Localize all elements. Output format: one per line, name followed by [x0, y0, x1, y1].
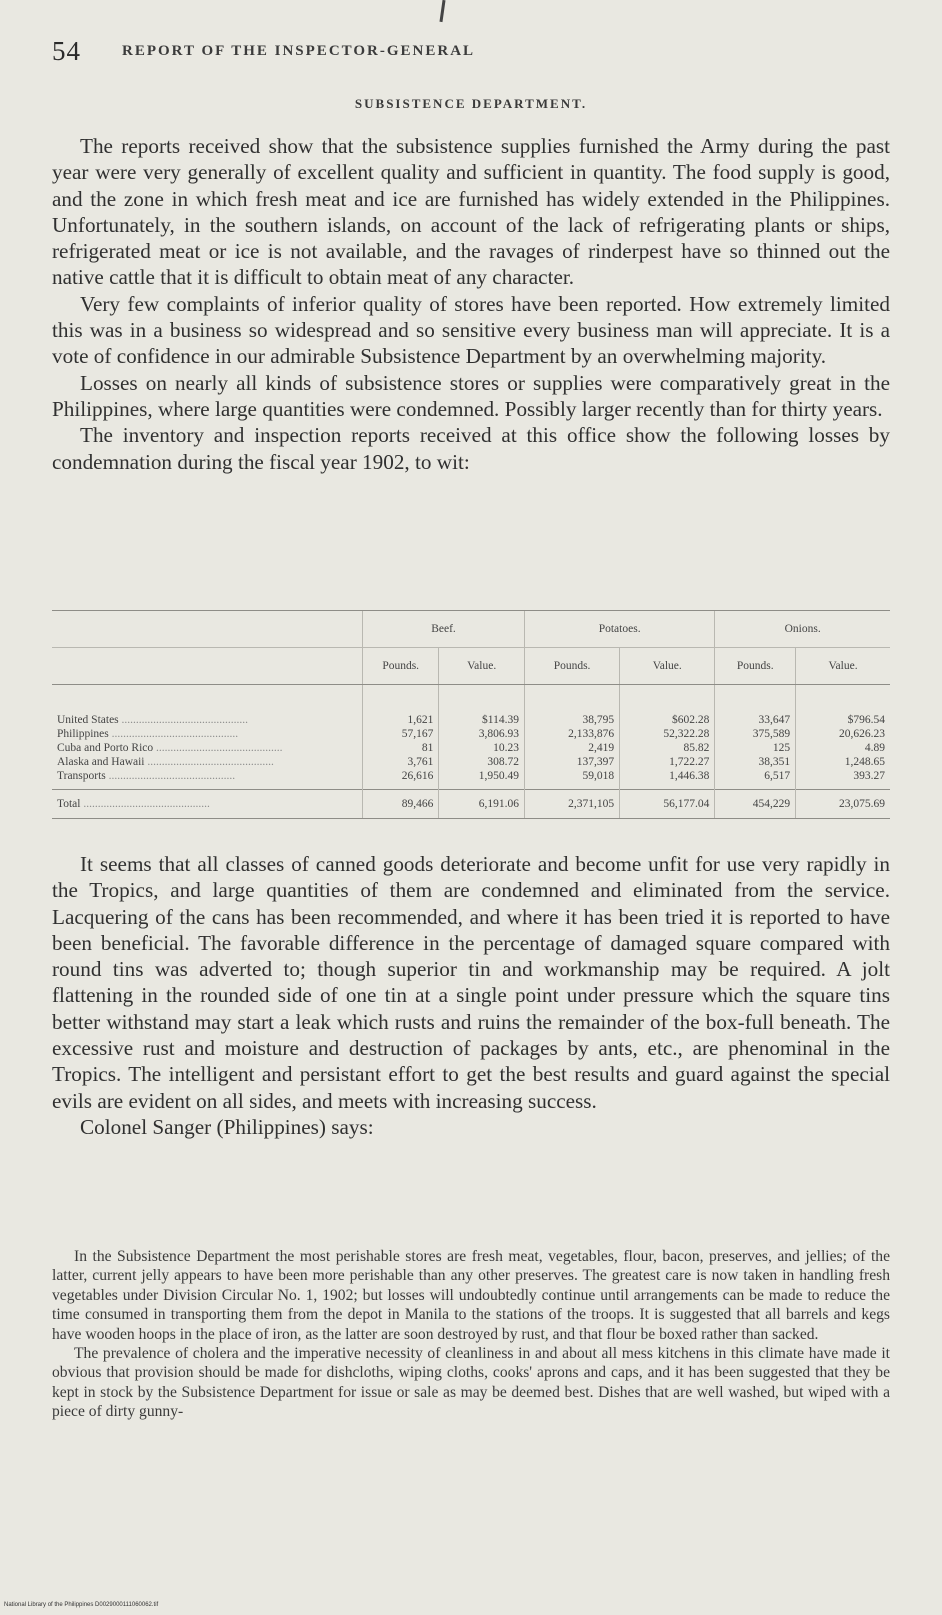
column-header: Pounds. — [524, 648, 619, 685]
table-cell: 2,371,105 — [524, 790, 619, 819]
table-cell: 2,419 — [524, 741, 619, 755]
group-header-potatoes: Potatoes. — [524, 611, 714, 648]
table-cell: 59,018 — [524, 769, 619, 790]
table-row — [52, 769, 890, 790]
table-cell: 1,621 — [363, 713, 439, 727]
table-cell: 454,229 — [715, 790, 796, 819]
table-cell: 2,133,876 — [524, 727, 619, 741]
row-label — [52, 727, 363, 741]
table-subheader-row — [52, 648, 890, 685]
column-header: Value. — [796, 648, 890, 685]
table-cell: 56,177.04 — [620, 790, 715, 819]
table-cell: 125 — [715, 741, 796, 755]
table-cell: 10.23 — [439, 741, 525, 755]
table-row — [52, 755, 890, 769]
total-label: Total — [57, 798, 81, 810]
page-number: 54 — [52, 36, 81, 66]
quote-paragraph: The prevalence of cholera and the imperative necessity of cleanliness in and about all mess kitchens in this climate have made it obvious that provision should be made for dishcloths, wiping cloths, cooks' aprons and caps, and it has been suggested that they be kept in stock by the Subsistence Department for issue or sale as may be deemed best. Dishes that are well washed, but wiped with a piece of dirty gunny- — [52, 1345, 890, 1421]
row-label — [52, 713, 363, 727]
condemnation-losses-table — [52, 610, 890, 819]
paragraph: Losses on nearly all kinds of subsistence stores or supplies were comparatively great in the Philippines, where large quantities were condemned. Possibly larger recently than for thirty years. — [52, 370, 890, 421]
table-cell: 308.72 — [439, 755, 525, 769]
table-cell: 38,351 — [715, 755, 796, 769]
table-cell: 6,191.06 — [439, 790, 525, 819]
row-label-text: Cuba and Porto Rico — [57, 742, 154, 754]
row-label — [52, 741, 363, 755]
table-cell: 57,167 — [363, 727, 439, 741]
row-label — [52, 755, 363, 769]
group-header-beef: Beef. — [363, 611, 525, 648]
running-header — [52, 36, 892, 70]
quote-paragraph: In the Subsistence Department the most perishable stores are fresh meat, vegetables, flour, bacon, preserves, and jellies; of the latter, current jelly appears to have been more perishable than any other preserves. The greatest care is now taken in handling fresh vegetables under Division Circular No. 1, 1902; but losses will undoubtedly continue until arrangements can be made to reduce the time consumed in transporting them from the depot in Manila to the stations of the troops. It is suggested that all barrels and kegs have wooden hoops in the place of iron, as the latter are soon destroyed by rust, and that flour be boxed rather than sacked. — [52, 1248, 890, 1343]
table-cell: 81 — [363, 741, 439, 755]
table-cell: $602.28 — [620, 713, 715, 727]
stub-subheader — [52, 648, 363, 685]
paragraph: The inventory and inspection reports received at this office show the following losses by condemnation during the fiscal year 1902, to wit: — [52, 423, 890, 474]
row-label — [52, 769, 363, 790]
body-paragraphs-bottom — [52, 851, 890, 1140]
row-label — [52, 790, 363, 819]
table-row — [52, 741, 890, 755]
leader-dots: ............................................ — [118, 714, 249, 726]
table-cell: 4.89 — [796, 741, 890, 755]
section-heading: SUBSISTENCE DEPARTMENT. — [354, 96, 588, 111]
table-cell: 33,647 — [715, 713, 796, 727]
column-header: Pounds. — [363, 648, 439, 685]
paragraph: Very few complaints of inferior quality of stores have been reported. How extremely limited this was in a business so widespread and so sensitive every business man will appreciate. It is a vote of confidence in our admirable Subsistence Department by an overwhelming majority. — [52, 291, 890, 369]
row-label-text: Alaska and Hawaii — [57, 756, 145, 768]
row-label-text: United States — [57, 714, 119, 726]
row-label-text: Transports — [57, 770, 106, 782]
table-spacer-row — [52, 685, 890, 714]
leader-dots: ............................................ — [80, 798, 210, 810]
running-title: REPORT OF THE INSPECTOR-GENERAL — [122, 43, 476, 59]
table-cell: 89,466 — [363, 790, 439, 819]
table-cell: 38,795 — [524, 713, 619, 727]
block-quote — [52, 1247, 890, 1422]
table-cell: 137,397 — [524, 755, 619, 769]
paragraph: It seems that all classes of canned goods deteriorate and become unfit for use very rapidly in the Tropics, and large quantities of them are condemned and eliminated from the service. Lacquering of the cans has been recommended, and where it has been tried it is reported to have been beneficial. The favorable difference in the percentage of damaged square compared with round tins was adverted to; though superior tin and workmanship may be required. A jolt flattening in the rounded side of one tin at a single point under pressure which the square tins better withstand may start a leak which rusts and ruins the remainder of the box-full beneath. The excessive rust and moisture and destruction of packages by ants, etc., are phenominal in the Tropics. The intelligent and persistant effort to get the best results and guard against the special evils are evident on all sides, and meets with increasing success. — [52, 852, 890, 1113]
row-label-text: Philippines — [57, 728, 109, 740]
group-header-onions: Onions. — [715, 611, 890, 648]
table-row — [52, 727, 890, 741]
table-cell: 393.27 — [796, 769, 890, 790]
table-cell: 1,722.27 — [620, 755, 715, 769]
leader-dots: ............................................ — [108, 728, 239, 740]
table-cell: 23,075.69 — [796, 790, 890, 819]
table-cell: 3,761 — [363, 755, 439, 769]
table-cell: 3,806.93 — [439, 727, 525, 741]
ink-mark — [439, 0, 445, 22]
table-cell: 85.82 — [620, 741, 715, 755]
table-cell: 375,589 — [715, 727, 796, 741]
body-paragraphs-top — [52, 133, 890, 475]
table-cell: 52,322.28 — [620, 727, 715, 741]
column-header: Value. — [439, 648, 525, 685]
column-header: Value. — [620, 648, 715, 685]
leader-dots: ............................................ — [105, 770, 236, 782]
table-row — [52, 713, 890, 727]
table-cell: 1,446.38 — [620, 769, 715, 790]
leader-dots: ............................................ — [153, 742, 283, 754]
table-cell: 6,517 — [715, 769, 796, 790]
column-header: Pounds. — [715, 648, 796, 685]
scan-footer: National Library of the Philippines D0029000111060062.tif — [4, 1602, 159, 1608]
table-cell: $114.39 — [439, 713, 525, 727]
table-body — [52, 713, 890, 790]
stub-header — [52, 611, 363, 648]
leader-dots: ............................................ — [144, 756, 274, 768]
table-cell: 1,950.49 — [439, 769, 525, 790]
table-cell: 20,626.23 — [796, 727, 890, 741]
table-group-header-row — [52, 611, 890, 648]
table-cell: 1,248.65 — [796, 755, 890, 769]
paragraph: The reports received show that the subsistence supplies furnished the Army during the past year were very generally of excellent quality and sufficient in quantity. The food supply is good, and the zone in which fresh meat and ice are furnished has widely extended in the Philippines. Unfortunately, in the southern islands, on account of the lack of refrigerating plants or ships, refrigerated meat or ice is not available, and the ravages of rinderpest have so thinned out the native cattle that it is difficult to obtain meat of any character. — [52, 134, 890, 290]
table-cell: 26,616 — [363, 769, 439, 790]
table-cell: $796.54 — [796, 713, 890, 727]
speaker-line: Colonel Sanger (Philippines) says: — [80, 1114, 374, 1139]
table-total-row — [52, 790, 890, 819]
